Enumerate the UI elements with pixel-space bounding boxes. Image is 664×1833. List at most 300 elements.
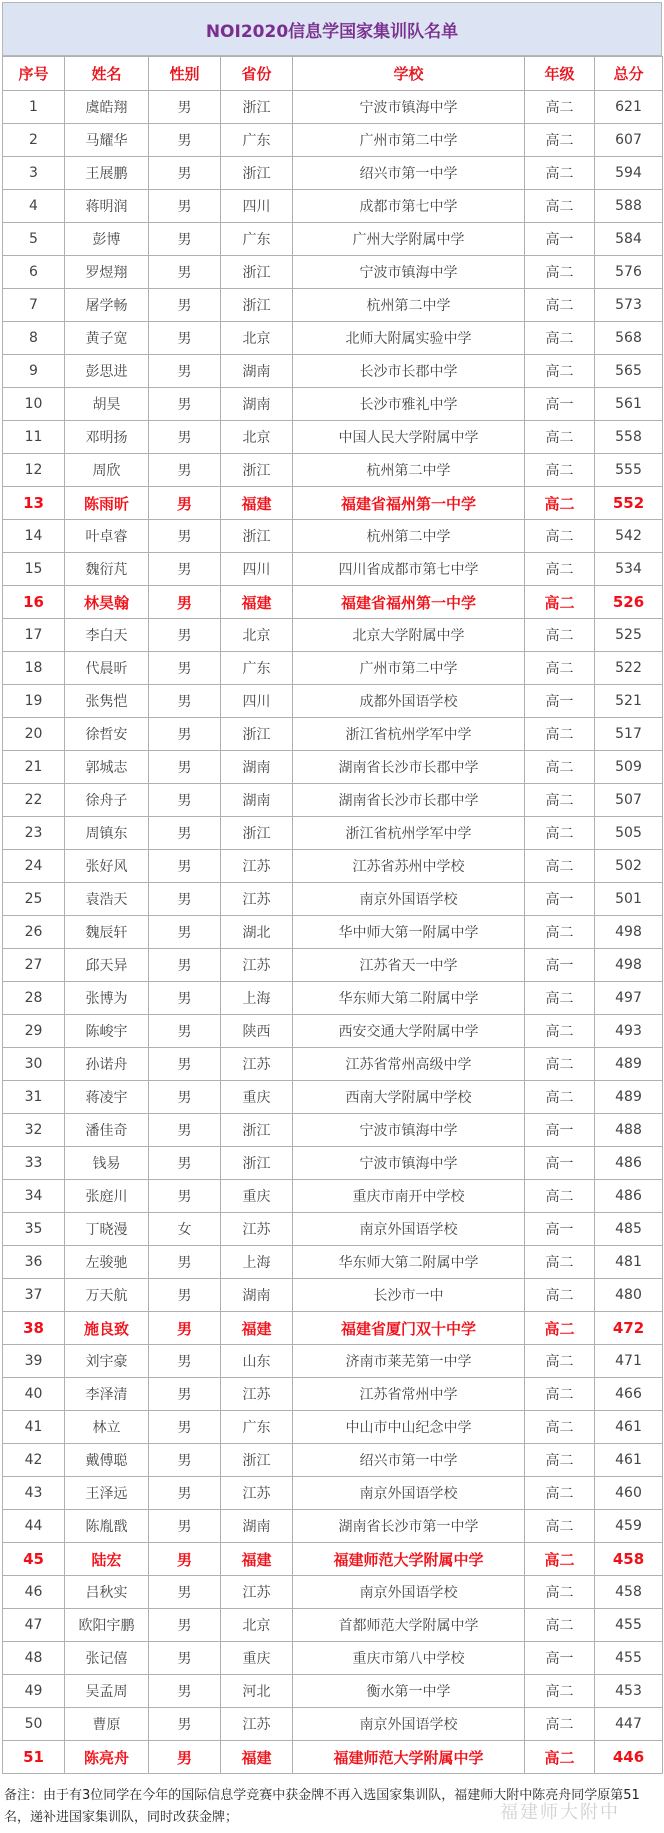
cell-no: 14 (3, 520, 65, 553)
cell-province: 北京 (221, 619, 293, 652)
table-row (3, 454, 663, 487)
cell-score: 526 (595, 586, 663, 619)
cell-gender: 男 (149, 1378, 221, 1411)
table-row (3, 157, 663, 190)
cell-score: 558 (595, 421, 663, 454)
cell-score: 576 (595, 256, 663, 289)
footnote: 备注：由于有3位同学在今年的国际信息学竞赛中获金牌不再入选国家集训队，福建师大附中陈亮舟同学原第51名，递补进国家集训队，同时改获金牌； (4, 1788, 640, 1825)
cell-province: 重庆 (221, 1081, 293, 1114)
cell-score: 461 (595, 1411, 663, 1444)
cell-score: 568 (595, 322, 663, 355)
cell-school: 江苏省天一中学 (293, 949, 525, 982)
cell-name: 张博为 (65, 982, 149, 1015)
cell-name: 张隽恺 (65, 685, 149, 718)
cell-no: 19 (3, 685, 65, 718)
table-row (3, 1246, 663, 1279)
cell-score: 455 (595, 1642, 663, 1675)
cell-grade: 高二 (525, 784, 595, 817)
cell-school: 宁波市镇海中学 (293, 256, 525, 289)
cell-school: 福建省厦门双十中学 (293, 1312, 525, 1345)
cell-grade: 高二 (525, 454, 595, 487)
cell-no: 34 (3, 1180, 65, 1213)
cell-school: 宁波市镇海中学 (293, 1114, 525, 1147)
cell-gender: 男 (149, 1642, 221, 1675)
header-gender: 性别 (149, 57, 221, 91)
cell-grade: 高二 (525, 1279, 595, 1312)
cell-score: 489 (595, 1048, 663, 1081)
cell-score: 498 (595, 949, 663, 982)
cell-school: 北师大附属实验中学 (293, 322, 525, 355)
cell-gender: 男 (149, 1510, 221, 1543)
cell-gender: 男 (149, 1477, 221, 1510)
cell-no: 10 (3, 388, 65, 421)
cell-province: 浙江 (221, 157, 293, 190)
cell-gender: 男 (149, 751, 221, 784)
header-name: 姓名 (65, 57, 149, 91)
cell-gender: 男 (149, 916, 221, 949)
cell-grade: 高二 (525, 1180, 595, 1213)
cell-school: 广州大学附属中学 (293, 223, 525, 256)
cell-province: 山东 (221, 1345, 293, 1378)
cell-no: 51 (3, 1741, 65, 1774)
cell-score: 461 (595, 1444, 663, 1477)
cell-score: 501 (595, 883, 663, 916)
cell-school: 西南大学附属中学校 (293, 1081, 525, 1114)
cell-province: 上海 (221, 982, 293, 1015)
cell-grade: 高一 (525, 1147, 595, 1180)
cell-school: 成都市第七中学 (293, 190, 525, 223)
cell-score: 472 (595, 1312, 663, 1345)
cell-name: 屠学畅 (65, 289, 149, 322)
cell-score: 522 (595, 652, 663, 685)
cell-school: 浙江省杭州学军中学 (293, 718, 525, 751)
cell-score: 455 (595, 1609, 663, 1642)
cell-school: 南京外国语学校 (293, 1708, 525, 1741)
cell-grade: 高二 (525, 982, 595, 1015)
cell-score: 459 (595, 1510, 663, 1543)
cell-gender: 男 (149, 652, 221, 685)
cell-gender: 男 (149, 1279, 221, 1312)
cell-name: 陈亮舟 (65, 1741, 149, 1774)
cell-score: 502 (595, 850, 663, 883)
cell-province: 浙江 (221, 1444, 293, 1477)
cell-no: 38 (3, 1312, 65, 1345)
cell-gender: 男 (149, 1114, 221, 1147)
cell-grade: 高二 (525, 619, 595, 652)
cell-name: 潘佳奇 (65, 1114, 149, 1147)
cell-province: 福建 (221, 1741, 293, 1774)
cell-name: 袁浩天 (65, 883, 149, 916)
table-row (3, 388, 663, 421)
cell-grade: 高二 (525, 850, 595, 883)
cell-name: 吕秋实 (65, 1576, 149, 1609)
table-row (3, 1147, 663, 1180)
table-row (3, 1048, 663, 1081)
cell-province: 江苏 (221, 1048, 293, 1081)
cell-name: 孙诺舟 (65, 1048, 149, 1081)
cell-grade: 高二 (525, 1741, 595, 1774)
cell-name: 蒋凌宇 (65, 1081, 149, 1114)
cell-grade: 高一 (525, 1114, 595, 1147)
cell-grade: 高二 (525, 1543, 595, 1576)
cell-score: 561 (595, 388, 663, 421)
cell-score: 471 (595, 1345, 663, 1378)
cell-score: 573 (595, 289, 663, 322)
cell-grade: 高二 (525, 1675, 595, 1708)
cell-school: 南京外国语学校 (293, 883, 525, 916)
cell-score: 458 (595, 1576, 663, 1609)
cell-name: 郭城志 (65, 751, 149, 784)
cell-no: 8 (3, 322, 65, 355)
cell-grade: 高二 (525, 1048, 595, 1081)
cell-province: 浙江 (221, 1114, 293, 1147)
cell-grade: 高二 (525, 1510, 595, 1543)
cell-gender: 男 (149, 1741, 221, 1774)
cell-grade: 高二 (525, 1015, 595, 1048)
cell-no: 40 (3, 1378, 65, 1411)
cell-no: 45 (3, 1543, 65, 1576)
cell-score: 552 (595, 487, 663, 520)
cell-province: 湖南 (221, 1510, 293, 1543)
cell-name: 王泽远 (65, 1477, 149, 1510)
cell-score: 555 (595, 454, 663, 487)
cell-grade: 高二 (525, 322, 595, 355)
table-row (3, 355, 663, 388)
cell-name: 张庭川 (65, 1180, 149, 1213)
cell-score: 447 (595, 1708, 663, 1741)
header-province: 省份 (221, 57, 293, 91)
cell-province: 江苏 (221, 949, 293, 982)
cell-province: 湖南 (221, 784, 293, 817)
cell-name: 胡昊 (65, 388, 149, 421)
table-row (3, 124, 663, 157)
cell-school: 浙江省杭州学军中学 (293, 817, 525, 850)
cell-school: 宁波市镇海中学 (293, 1147, 525, 1180)
cell-no: 25 (3, 883, 65, 916)
cell-school: 绍兴市第一中学 (293, 1444, 525, 1477)
cell-province: 北京 (221, 421, 293, 454)
cell-grade: 高二 (525, 916, 595, 949)
cell-name: 张记僖 (65, 1642, 149, 1675)
cell-province: 四川 (221, 190, 293, 223)
table-row (3, 322, 663, 355)
cell-name: 林昊翰 (65, 586, 149, 619)
cell-gender: 男 (149, 124, 221, 157)
cell-score: 565 (595, 355, 663, 388)
cell-province: 陕西 (221, 1015, 293, 1048)
table-row (3, 1180, 663, 1213)
cell-province: 河北 (221, 1675, 293, 1708)
cell-score: 497 (595, 982, 663, 1015)
table-row (3, 1543, 663, 1576)
cell-no: 26 (3, 916, 65, 949)
cell-score: 498 (595, 916, 663, 949)
cell-no: 47 (3, 1609, 65, 1642)
table-row (3, 1312, 663, 1345)
cell-no: 46 (3, 1576, 65, 1609)
cell-grade: 高一 (525, 388, 595, 421)
cell-score: 481 (595, 1246, 663, 1279)
cell-gender: 男 (149, 718, 221, 751)
cell-name: 邱天异 (65, 949, 149, 982)
cell-no: 37 (3, 1279, 65, 1312)
cell-province: 江苏 (221, 1576, 293, 1609)
table-row (3, 586, 663, 619)
cell-score: 460 (595, 1477, 663, 1510)
cell-gender: 男 (149, 157, 221, 190)
cell-grade: 高二 (525, 355, 595, 388)
cell-score: 505 (595, 817, 663, 850)
cell-province: 浙江 (221, 1147, 293, 1180)
cell-province: 湖南 (221, 355, 293, 388)
table-row (3, 1741, 663, 1774)
cell-gender: 男 (149, 1048, 221, 1081)
cell-school: 江苏省常州中学 (293, 1378, 525, 1411)
cell-score: 458 (595, 1543, 663, 1576)
table-row (3, 817, 663, 850)
table-row (3, 685, 663, 718)
table-row (3, 751, 663, 784)
cell-name: 陈峻宇 (65, 1015, 149, 1048)
cell-name: 丁晓漫 (65, 1213, 149, 1246)
cell-name: 罗煜翔 (65, 256, 149, 289)
table-row (3, 850, 663, 883)
cell-school: 广州市第二中学 (293, 652, 525, 685)
cell-province: 重庆 (221, 1180, 293, 1213)
cell-name: 陆宏 (65, 1543, 149, 1576)
cell-no: 2 (3, 124, 65, 157)
cell-province: 江苏 (221, 883, 293, 916)
cell-province: 上海 (221, 1246, 293, 1279)
cell-school: 福建师范大学附属中学 (293, 1543, 525, 1576)
cell-gender: 男 (149, 949, 221, 982)
title-bar (2, 2, 662, 56)
cell-name: 施良致 (65, 1312, 149, 1345)
cell-province: 浙江 (221, 454, 293, 487)
cell-gender: 男 (149, 619, 221, 652)
cell-grade: 高二 (525, 1609, 595, 1642)
cell-score: 466 (595, 1378, 663, 1411)
table-row (3, 652, 663, 685)
cell-no: 39 (3, 1345, 65, 1378)
table-row (3, 223, 663, 256)
cell-name: 李白天 (65, 619, 149, 652)
cell-score: 594 (595, 157, 663, 190)
cell-gender: 男 (149, 1543, 221, 1576)
table-row (3, 1675, 663, 1708)
table-body (3, 91, 663, 1774)
cell-school: 江苏省常州高级中学 (293, 1048, 525, 1081)
cell-grade: 高二 (525, 190, 595, 223)
cell-score: 588 (595, 190, 663, 223)
cell-gender: 男 (149, 388, 221, 421)
cell-gender: 男 (149, 553, 221, 586)
cell-name: 曹原 (65, 1708, 149, 1741)
cell-province: 浙江 (221, 91, 293, 124)
cell-grade: 高二 (525, 1444, 595, 1477)
cell-grade: 高二 (525, 91, 595, 124)
cell-grade: 高一 (525, 1213, 595, 1246)
header-score: 总分 (595, 57, 663, 91)
cell-school: 首都师范大学附属中学 (293, 1609, 525, 1642)
table-row (3, 1642, 663, 1675)
cell-school: 中山市中山纪念中学 (293, 1411, 525, 1444)
cell-school: 长沙市一中 (293, 1279, 525, 1312)
table-row (3, 289, 663, 322)
cell-school: 四川省成都市第七中学 (293, 553, 525, 586)
cell-name: 张好风 (65, 850, 149, 883)
cell-province: 广东 (221, 1411, 293, 1444)
cell-school: 华东师大第二附属中学 (293, 1246, 525, 1279)
cell-gender: 男 (149, 223, 221, 256)
table-row (3, 91, 663, 124)
cell-gender: 男 (149, 190, 221, 223)
cell-grade: 高二 (525, 1312, 595, 1345)
table-row (3, 520, 663, 553)
cell-no: 27 (3, 949, 65, 982)
roster-table (2, 56, 663, 1774)
cell-name: 彭思进 (65, 355, 149, 388)
cell-no: 12 (3, 454, 65, 487)
cell-grade: 高二 (525, 817, 595, 850)
cell-score: 584 (595, 223, 663, 256)
cell-province: 浙江 (221, 520, 293, 553)
cell-no: 16 (3, 586, 65, 619)
cell-name: 邓明扬 (65, 421, 149, 454)
cell-name: 陈雨昕 (65, 487, 149, 520)
cell-no: 36 (3, 1246, 65, 1279)
cell-score: 521 (595, 685, 663, 718)
cell-gender: 男 (149, 1246, 221, 1279)
cell-no: 48 (3, 1642, 65, 1675)
cell-name: 万天航 (65, 1279, 149, 1312)
table-row (3, 487, 663, 520)
cell-grade: 高一 (525, 949, 595, 982)
table-row (3, 982, 663, 1015)
table-row (3, 1378, 663, 1411)
header-row (3, 57, 663, 91)
cell-score: 486 (595, 1147, 663, 1180)
table-row (3, 619, 663, 652)
cell-province: 广东 (221, 223, 293, 256)
cell-school: 绍兴市第一中学 (293, 157, 525, 190)
cell-grade: 高一 (525, 223, 595, 256)
cell-grade: 高二 (525, 1246, 595, 1279)
cell-gender: 男 (149, 685, 221, 718)
cell-province: 广东 (221, 652, 293, 685)
cell-name: 陈胤戬 (65, 1510, 149, 1543)
cell-grade: 高二 (525, 1081, 595, 1114)
cell-gender: 男 (149, 1675, 221, 1708)
cell-gender: 男 (149, 1444, 221, 1477)
cell-gender: 男 (149, 1147, 221, 1180)
cell-name: 周镇东 (65, 817, 149, 850)
cell-no: 17 (3, 619, 65, 652)
cell-score: 446 (595, 1741, 663, 1774)
cell-gender: 男 (149, 817, 221, 850)
cell-grade: 高二 (525, 586, 595, 619)
cell-gender: 男 (149, 1708, 221, 1741)
table-row (3, 883, 663, 916)
cell-grade: 高二 (525, 1576, 595, 1609)
table-row (3, 1015, 663, 1048)
cell-no: 41 (3, 1411, 65, 1444)
cell-score: 485 (595, 1213, 663, 1246)
cell-score: 489 (595, 1081, 663, 1114)
cell-school: 杭州第二中学 (293, 454, 525, 487)
cell-name: 周欣 (65, 454, 149, 487)
table-row (3, 421, 663, 454)
cell-gender: 男 (149, 784, 221, 817)
cell-grade: 高二 (525, 1477, 595, 1510)
table-row (3, 949, 663, 982)
cell-no: 42 (3, 1444, 65, 1477)
table-row (3, 1279, 663, 1312)
cell-province: 浙江 (221, 289, 293, 322)
cell-gender: 男 (149, 322, 221, 355)
cell-score: 517 (595, 718, 663, 751)
cell-no: 24 (3, 850, 65, 883)
table-row (3, 784, 663, 817)
cell-gender: 男 (149, 1081, 221, 1114)
cell-score: 509 (595, 751, 663, 784)
cell-no: 33 (3, 1147, 65, 1180)
header-grade: 年级 (525, 57, 595, 91)
cell-province: 湖南 (221, 751, 293, 784)
table-row (3, 1444, 663, 1477)
table-row (3, 190, 663, 223)
cell-name: 林立 (65, 1411, 149, 1444)
cell-gender: 男 (149, 883, 221, 916)
cell-no: 4 (3, 190, 65, 223)
cell-school: 西安交通大学附属中学 (293, 1015, 525, 1048)
cell-score: 607 (595, 124, 663, 157)
cell-gender: 男 (149, 487, 221, 520)
table-row (3, 1114, 663, 1147)
cell-province: 浙江 (221, 718, 293, 751)
cell-no: 5 (3, 223, 65, 256)
cell-name: 左骏驰 (65, 1246, 149, 1279)
cell-score: 621 (595, 91, 663, 124)
cell-grade: 高二 (525, 421, 595, 454)
cell-grade: 高二 (525, 1708, 595, 1741)
cell-gender: 男 (149, 982, 221, 1015)
cell-province: 湖南 (221, 388, 293, 421)
cell-province: 福建 (221, 586, 293, 619)
cell-school: 南京外国语学校 (293, 1576, 525, 1609)
cell-grade: 高二 (525, 652, 595, 685)
cell-province: 福建 (221, 1312, 293, 1345)
cell-gender: 男 (149, 520, 221, 553)
cell-school: 长沙市长郡中学 (293, 355, 525, 388)
cell-province: 湖南 (221, 1279, 293, 1312)
cell-grade: 高二 (525, 1411, 595, 1444)
table-row (3, 1510, 663, 1543)
cell-province: 重庆 (221, 1642, 293, 1675)
cell-no: 18 (3, 652, 65, 685)
cell-grade: 高二 (525, 751, 595, 784)
cell-school: 南京外国语学校 (293, 1477, 525, 1510)
cell-name: 魏辰轩 (65, 916, 149, 949)
cell-grade: 高二 (525, 1378, 595, 1411)
cell-name: 钱易 (65, 1147, 149, 1180)
cell-province: 江苏 (221, 1213, 293, 1246)
cell-school: 南京外国语学校 (293, 1213, 525, 1246)
cell-province: 北京 (221, 1609, 293, 1642)
cell-no: 20 (3, 718, 65, 751)
cell-school: 华东师大第二附属中学 (293, 982, 525, 1015)
cell-no: 28 (3, 982, 65, 1015)
